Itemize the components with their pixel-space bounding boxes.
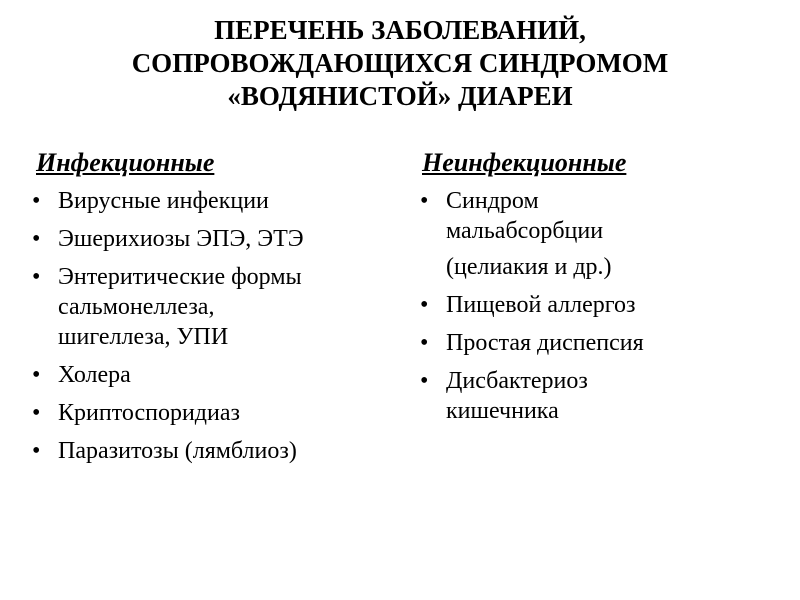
item-text: Эшерихиозы ЭПЭ, ЭТЭ xyxy=(58,226,304,252)
item-text: Синдром xyxy=(446,188,539,214)
bullet-icon: • xyxy=(32,438,41,464)
item-text: Дисбактериоз xyxy=(446,368,588,394)
list-item xyxy=(30,224,400,254)
item-text: Холера xyxy=(58,362,131,388)
bullet-icon: • xyxy=(420,368,429,394)
item-text: Простая диспепсия xyxy=(446,330,644,356)
list-item xyxy=(418,328,788,358)
item-text: Вирусные инфекции xyxy=(58,188,269,214)
slide-title xyxy=(40,14,760,113)
list-item xyxy=(30,262,400,352)
item-text: Паразитозы (лямблиоз) xyxy=(58,438,297,464)
bullet-icon: • xyxy=(32,226,41,252)
bullet-icon: • xyxy=(420,292,429,318)
bullet-icon: • xyxy=(420,330,429,356)
item-text: (целиакия и др.) xyxy=(446,254,612,280)
list-item xyxy=(30,398,400,428)
bullet-icon: • xyxy=(32,264,41,290)
item-text: Пищевой аллергоз xyxy=(446,292,636,318)
bullet-icon: • xyxy=(32,400,41,426)
infectious-list xyxy=(30,186,400,466)
list-item xyxy=(30,436,400,466)
title-line: «ВОДЯНИСТОЙ» ДИАРЕИ xyxy=(227,81,573,111)
list-item xyxy=(418,186,788,282)
bullet-icon: • xyxy=(420,188,429,214)
item-text: мальабсорбции xyxy=(446,218,604,244)
list-item xyxy=(30,186,400,216)
list-item xyxy=(418,366,788,426)
list-item xyxy=(418,290,788,320)
bullet-icon: • xyxy=(32,188,41,214)
noninfectious-heading: Неинфекционные xyxy=(422,148,627,177)
infectious-heading: Инфекционные xyxy=(36,148,215,177)
item-text: Криптоспоридиаз xyxy=(58,400,240,426)
list-item xyxy=(30,360,400,390)
item-text: сальмонеллеза, xyxy=(58,294,215,320)
item-text: Энтеритические формы xyxy=(58,264,302,290)
noninfectious-list xyxy=(418,186,788,426)
infectious-column xyxy=(30,148,400,474)
noninfectious-column xyxy=(418,148,788,434)
item-text: шигеллеза, УПИ xyxy=(58,324,229,350)
bullet-icon: • xyxy=(32,362,41,388)
item-text: кишечника xyxy=(446,398,559,424)
title-line: ПЕРЕЧЕНЬ ЗАБОЛЕВАНИЙ, xyxy=(214,15,586,45)
title-line: СОПРОВОЖДАЮЩИХСЯ СИНДРОМОМ xyxy=(131,48,669,78)
